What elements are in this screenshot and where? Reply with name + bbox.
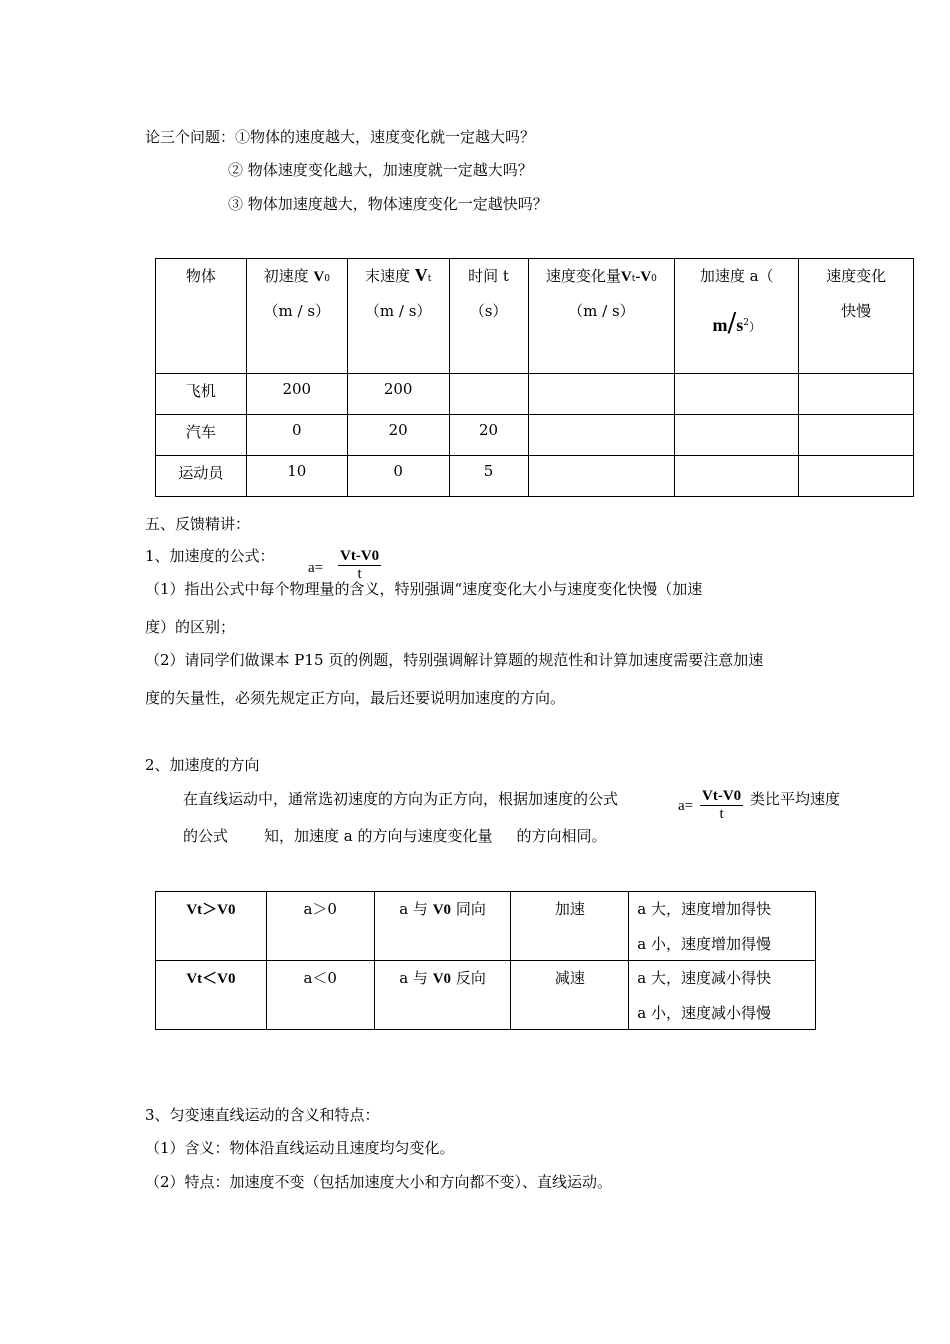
paragraph-2-line-2: 度的矢量性，必须先规定正方向，最后还要说明加速度的方向。 <box>145 689 566 707</box>
table-header-row <box>156 259 914 374</box>
header-object: 物体 <box>156 259 247 374</box>
header-change-rate: 速度变化 快慢 <box>799 259 914 374</box>
cell-dv <box>528 456 675 497</box>
cell-condition: Vt＞V0 <box>156 892 267 961</box>
cell-a <box>675 415 799 456</box>
cell-condition: Vt＜V0 <box>156 961 267 1030</box>
paragraph-1-line-2: 度）的区别； <box>145 618 236 636</box>
cell-description: a 大，速度减小得快 a 小，速度减小得慢 <box>629 961 816 1030</box>
table-row <box>156 374 914 415</box>
cell-time: 5 <box>449 456 528 497</box>
cell-description: a 大，速度增加得快 a 小，速度增加得慢 <box>629 892 816 961</box>
cell-motion: 减速 <box>511 961 629 1030</box>
cell-dv <box>528 374 675 415</box>
cell-v0: 10 <box>246 456 347 497</box>
cell-object: 飞机 <box>156 374 247 415</box>
cell-v0: 200 <box>246 374 347 415</box>
question-3: ③ 物体加速度越大，物体速度变化一定越快吗？ <box>228 195 548 213</box>
cell-v0: 0 <box>246 415 347 456</box>
cell-time <box>449 374 528 415</box>
item2-title: 2、加速度的方向 <box>145 756 260 774</box>
cell-a <box>675 374 799 415</box>
cell-object: 汽车 <box>156 415 247 456</box>
header-acceleration: 加速度 a（ $m/s^2$） <box>675 259 799 374</box>
header-initial-velocity: 初速度 V0 （m / s） <box>246 259 347 374</box>
cell-rate <box>799 415 914 456</box>
header-time: 时间 t （s） <box>449 259 528 374</box>
direction-line-1: 在直线运动中，通常选初速度的方向为正方向，根据加速度的公式 <box>183 790 619 808</box>
cell-vt: 200 <box>347 374 449 415</box>
acceleration-direction-table <box>155 891 816 1030</box>
cell-relation: a 与 V0 同向 <box>374 892 511 961</box>
item3-features: （2）特点：加速度不变（包括加速度大小和方向都不变）、直线运动。 <box>145 1173 613 1191</box>
cell-rate <box>799 456 914 497</box>
cell-sign: a＜0 <box>266 961 374 1030</box>
item3-title: 3、匀变速直线运动的含义和特点： <box>145 1106 380 1124</box>
header-final-velocity: 末速度 Vt （m / s） <box>347 259 449 374</box>
header-velocity-change: 速度变化量Vt-V0 （m / s） <box>528 259 675 374</box>
question-2: ② 物体速度变化越大，加速度就一定越大吗？ <box>228 161 533 179</box>
table-row <box>156 961 816 1030</box>
cell-vt: 0 <box>347 456 449 497</box>
cell-object: 运动员 <box>156 456 247 497</box>
cell-rate <box>799 374 914 415</box>
table-row <box>156 456 914 497</box>
paragraph-2-line-1: （2）请同学们做课本 P15 页的例题，特别强调解计算题的规范性和计算加速度需要注意加速 <box>145 651 764 669</box>
table-row <box>156 892 816 961</box>
table-row <box>156 415 914 456</box>
cell-sign: a＞0 <box>266 892 374 961</box>
cell-relation: a 与 V0 反向 <box>374 961 511 1030</box>
direction-line-2: 的公式 知，加速度 a 的方向与速度变化量 的方向相同。 <box>183 827 607 845</box>
item1-title: 1、加速度的公式： <box>145 547 275 565</box>
motion-data-table <box>155 258 914 497</box>
cell-vt: 20 <box>347 415 449 456</box>
item3-meaning: （1）含义：物体沿直线运动且速度均匀变化。 <box>145 1139 455 1157</box>
paragraph-1-line-1: （1）指出公式中每个物理量的含义，特别强调“速度变化大小与速度变化快慢（加速 <box>145 580 703 598</box>
cell-a <box>675 456 799 497</box>
cell-dv <box>528 415 675 456</box>
section-title: 五、反馈精讲： <box>145 515 251 533</box>
cell-motion: 加速 <box>511 892 629 961</box>
question-1: 论三个问题：①物体的速度越大，速度变化就一定越大吗？ <box>145 128 536 146</box>
direction-line-1-tail: 类比平均速度 <box>750 790 841 808</box>
cell-time: 20 <box>449 415 528 456</box>
